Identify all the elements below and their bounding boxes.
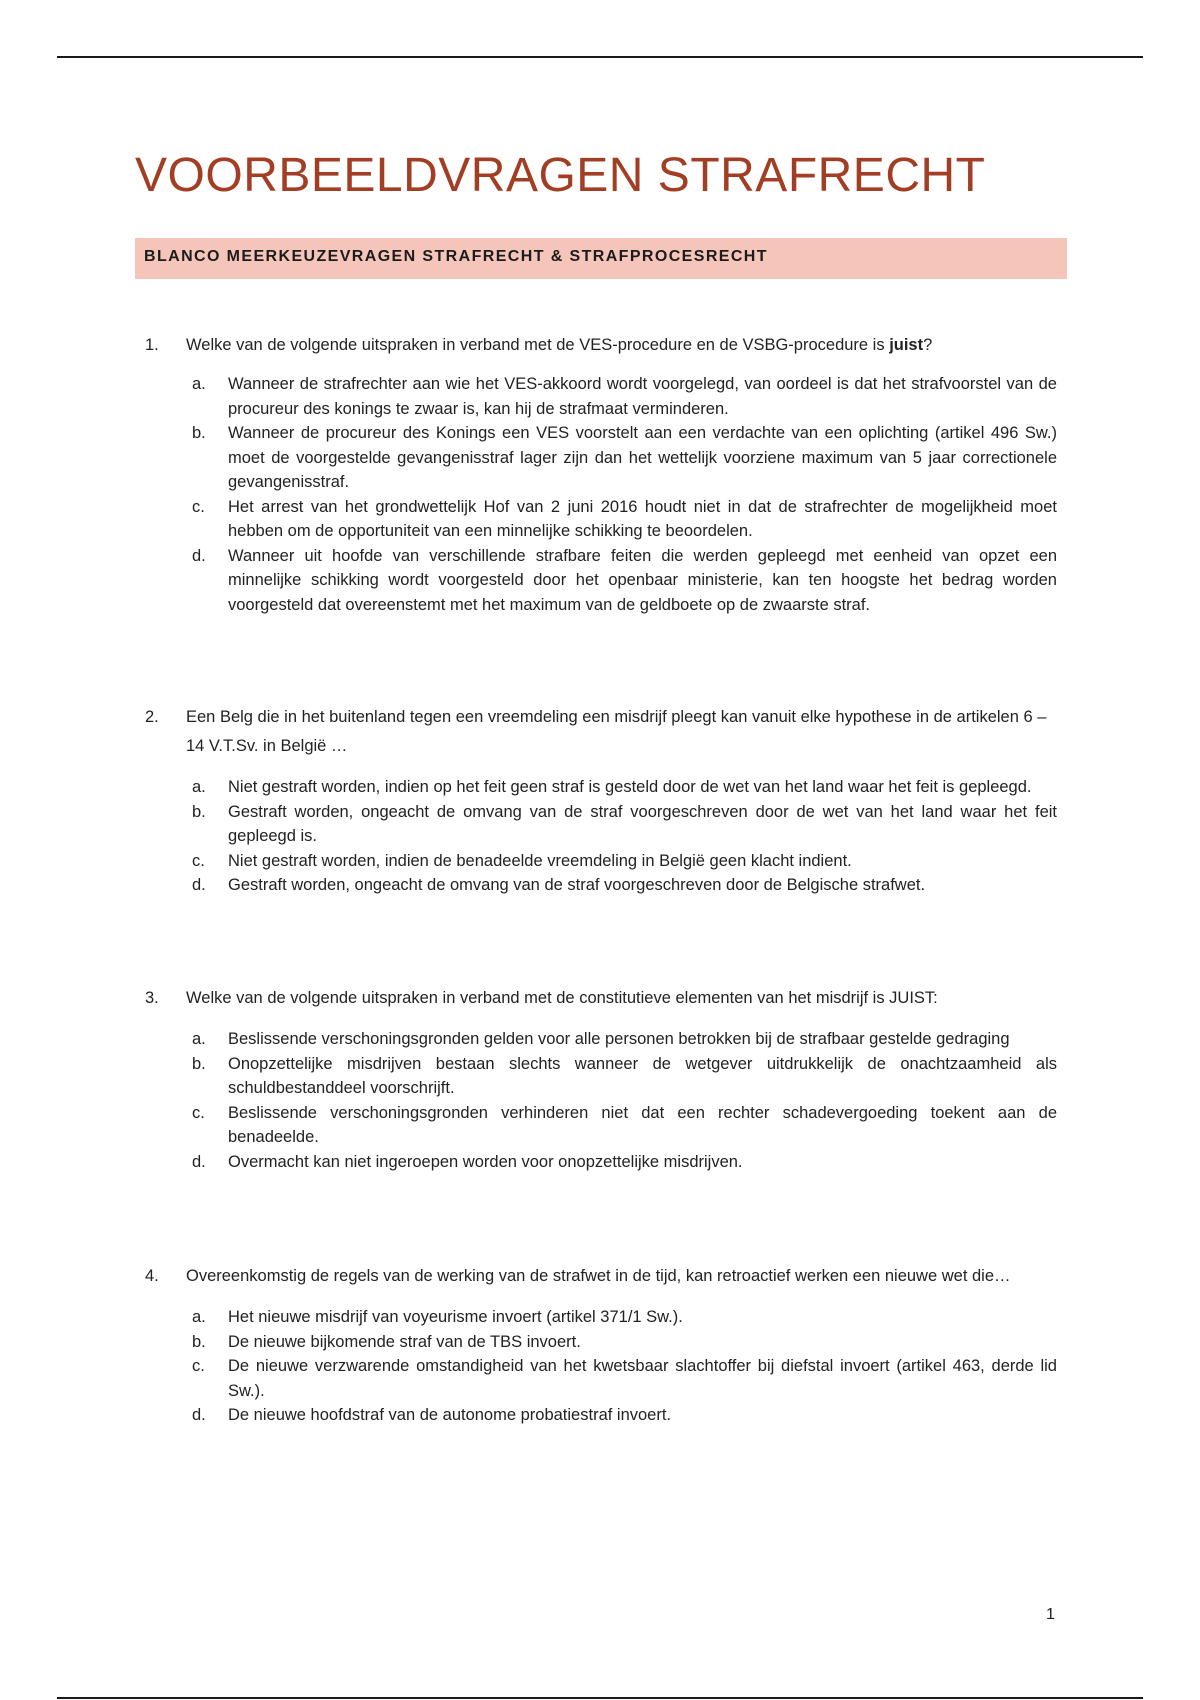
option-text: Beslissende verschoningsgronden verhinderen niet dat een rechter schadevergoeding toekent aan de benadeelde. [228,1103,1057,1146]
answer-option-c [192,1101,1057,1150]
option-letter: a. [192,778,206,796]
option-text: Gestraft worden, ongeacht de omvang van de straf voorgeschreven door de wet van het land waar het feit gepleegd is. [228,802,1057,845]
option-text: Gestraft worden, ongeacht de omvang van de straf voorgeschreven door de Belgische strafwet. [228,876,926,894]
answer-option-c [192,495,1057,544]
answer-option-c [192,849,1057,874]
question-text: Overeenkomstig de regels van de werking van de strafwet in de tijd, kan retroactief werken een nieuwe wet die… [186,1267,1011,1285]
option-letter: a. [192,1308,206,1326]
emphasis-juist: juist [889,336,924,354]
answer-options [145,1305,1057,1428]
option-text: Beslissende verschoningsgronden gelden voor alle personen betrokken bij de strafbaar gestelde gedraging [228,1030,1010,1048]
option-text: Wanneer uit hoofde van verschillende strafbare feiten die werden gepleegd met eenheid van opzet een minnelijke schikking wordt voorgesteld door het openbaar ministerie, kan ten hoogste het bedrag worden voorgesteld dat overeenstemt met het maximum van de geldboete op de zwaarste straf. [228,546,1057,614]
answer-option-c [192,1354,1057,1403]
option-letter: d. [192,876,206,894]
question-4 [145,1262,1057,1428]
option-letter: c. [192,1103,205,1122]
question-text: Welke van de volgende uitspraken in verband met de constitutieve elementen van het misdrijf is JUIST: [186,989,938,1007]
answer-options [145,372,1057,617]
question-stem [145,984,1057,1013]
question-1 [145,331,1057,617]
answer-options [145,1027,1057,1174]
answer-option-b [192,800,1057,849]
option-letter: d. [192,546,206,565]
option-text: De nieuwe hoofdstraf van de autonome probatiestraf invoert. [228,1406,672,1424]
option-letter: c. [192,497,205,516]
option-text: Niet gestraft worden, indien de benadeelde vreemdeling in België geen klacht indient. [228,851,852,870]
answer-option-d [192,544,1057,618]
answer-option-a [192,1305,1057,1330]
page-title: VOORBEELDVRAGEN STRAFRECHT [135,149,986,202]
question-number: 4. [145,1267,159,1285]
option-letter: a. [192,1030,206,1048]
question-3 [145,984,1057,1174]
question-number: 1. [145,336,159,354]
option-letter: b. [192,1332,206,1351]
question-text: Welke van de volgende uitspraken in verband met de VES-procedure en de VSBG-procedure is juist? [186,336,933,354]
question-number: 2. [145,708,159,726]
option-letter: c. [192,851,205,870]
option-text: Wanneer de strafrechter aan wie het VES-akkoord wordt voorgelegd, van oordeel is dat het strafvoorstel van de procureur des konings te zwaar is, kan hij de strafmaat verminderen. [228,375,1057,418]
question-2 [145,703,1057,898]
answer-option-d [192,1403,1057,1428]
question-stem [145,703,1057,761]
answer-option-b [192,1052,1057,1101]
option-letter: d. [192,1152,206,1171]
option-text: De nieuwe verzwarende omstandigheid van het kwetsbaar slachtoffer bij diefstal invoert (artikel 463, derde lid Sw.). [228,1357,1057,1400]
option-text: Overmacht kan niet ingeroepen worden voor onopzettelijke misdrijven. [228,1152,743,1171]
section-heading: BLANCO MEERKEUZEVRAGEN STRAFRECHT & STRAFPROCESRECHT [135,238,1067,279]
bottom-rule [57,1697,1143,1699]
answer-option-a [192,775,1057,800]
option-letter: b. [192,802,206,821]
question-number: 3. [145,989,159,1007]
option-letter: d. [192,1406,206,1424]
option-text: Onopzettelijke misdrijven bestaan slechts wanneer de wetgever uitdrukkelijk de onachtzaamheid als schuldbestanddeel voorschrijft. [228,1054,1057,1097]
option-text: Wanneer de procureur des Konings een VES voorstelt aan een verdachte van een oplichting (artikel 496 Sw.) moet de voorgestelde gevangenisstraf lager zijn dan het wettelijk voorziene maximum van 5 jaar correctionele gevangenisstraf. [228,424,1057,491]
option-text: Het nieuwe misdrijf van voyeurisme invoert (artikel 371/1 Sw.). [228,1308,683,1326]
question-stem [145,1262,1057,1291]
answer-option-b [192,421,1057,495]
option-letter: b. [192,424,206,442]
option-text: Het arrest van het grondwettelijk Hof van 2 juni 2016 houdt niet in dat de strafrechter de mogelijkheid moet hebben om de opportuniteit van een minnelijke schikking te beoordelen. [228,497,1057,540]
answer-option-b [192,1330,1057,1355]
question-stem [145,331,1057,360]
top-rule [57,56,1143,58]
question-text: Een Belg die in het buitenland tegen een vreemdeling een misdrijf pleegt kan vanuit elke hypothese in de artikelen 6 – 14 V.T.Sv. in België … [186,708,1047,755]
option-text: De nieuwe bijkomende straf van de TBS invoert. [228,1332,581,1351]
option-letter: a. [192,375,206,393]
option-text: Niet gestraft worden, indien op het feit geen straf is gesteld door de wet van het land waar het feit is gepleegd. [228,778,1032,796]
answer-option-d [192,873,1057,898]
option-letter: c. [192,1357,205,1375]
answer-option-a [192,1027,1057,1052]
option-letter: b. [192,1054,206,1073]
answer-options [145,775,1057,898]
answer-option-a [192,372,1057,421]
page-number: 1 [1046,1606,1055,1623]
answer-option-d [192,1150,1057,1175]
